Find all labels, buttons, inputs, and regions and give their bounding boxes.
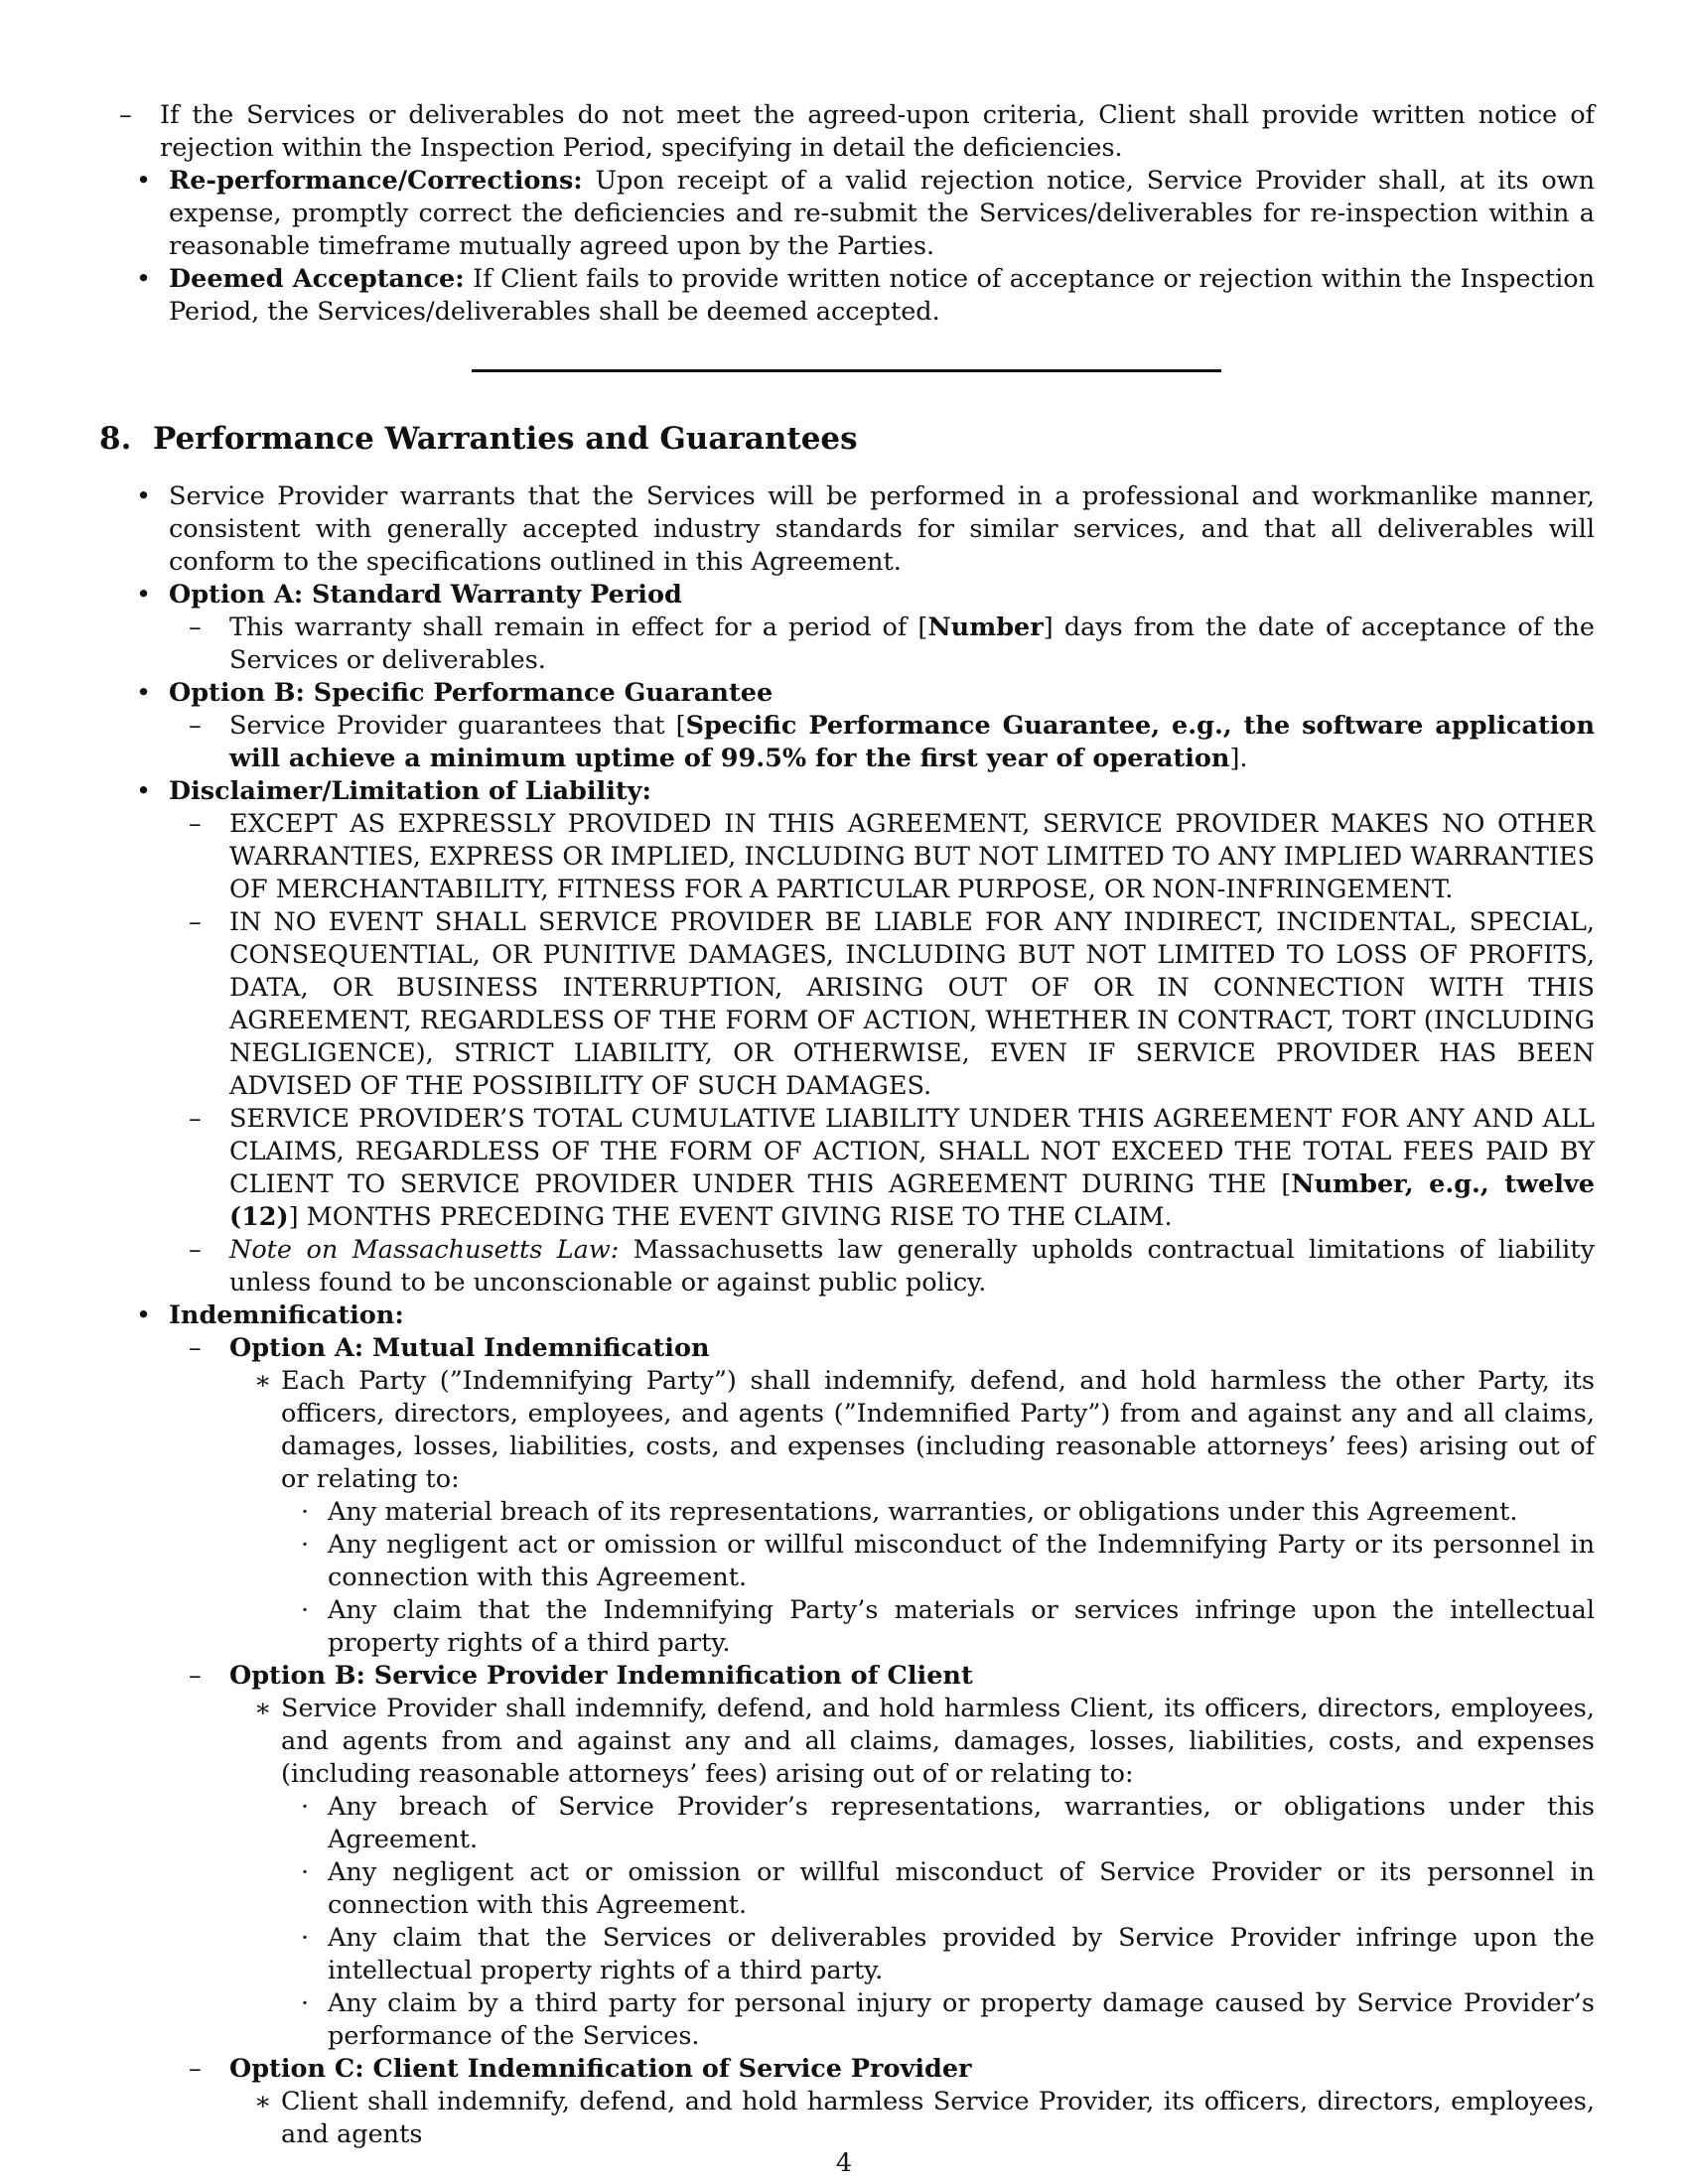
bullet-list <box>99 165 1595 329</box>
list-item <box>99 775 1595 1299</box>
dash-marker: – <box>189 809 202 839</box>
list-item: · Any claim that the Indemnifying Party’s materials or services infringe upon the intellectual property rights of a third party. <box>301 1595 1595 1658</box>
list-item: – EXCEPT AS EXPRESSLY PROVIDED IN THIS AGREEMENT, SERVICE PROVIDER MAKES NO OTHER WARRANTIES, EXPRESS OR IMPLIED, INCLUDING BUT NOT LIMITED TO ANY IMPLIED WARRANTIES OF MERCHANTABILITY, FITNESS FOR A PARTICULAR PURPOSE, OR NON-INFRINGEMENT. <box>189 809 1595 904</box>
dot-marker: · <box>301 1857 310 1887</box>
bullet-marker: • <box>136 776 152 806</box>
sublist <box>229 2086 1595 2151</box>
section-body <box>99 480 1595 2151</box>
list-item: – Service Provider guarantees that [Specific Performance Guarantee, e.g., the software application will achieve a minimum uptime of 99.5% for the first year of operation]. <box>189 711 1595 773</box>
bullet-marker: • <box>136 1300 152 1330</box>
dash-marker: – <box>189 1235 202 1265</box>
sublist <box>99 99 1595 165</box>
option-b-title: Option B: Specific Performance Guarantee <box>169 678 774 708</box>
bullet-marker: • <box>136 580 152 610</box>
list-item <box>169 2053 1595 2151</box>
list-item <box>99 1299 1595 2151</box>
dash-marker: – <box>119 100 132 130</box>
sublist <box>281 1496 1595 1660</box>
list-item <box>99 677 1595 775</box>
asterisk-marker: ∗ <box>254 2087 272 2116</box>
list-item: • Service Provider warrants that the Services will be performed in a professional and workmanlike manner, consistent with generally accepted industry standards for similar services, and that all deliverables will conform to the specifications outlined in this Agreement. <box>136 481 1595 577</box>
list-item: • Re-performance/Corrections: Upon receipt of a valid rejection notice, Service Provider shall, at its own expense, promptly correct the deficiencies and re-submit the Services/deliverables for re-inspection within a reasonable timeframe mutually agreed upon by the Parties. <box>136 166 1595 261</box>
list-item: · Any claim by a third party for personal injury or property damage caused by Service Provider’s performance of the Services. <box>301 1988 1595 2051</box>
section-title: Performance Warranties and Guarantees <box>152 421 858 457</box>
list-item: – Note on Massachusetts Law: Massachusetts law generally upholds contractual limitations of liability unless found to be unconscionable or against public policy. <box>189 1235 1595 1297</box>
list-item: · Any breach of Service Provider’s representations, warranties, or obligations under this Agreement. <box>301 1792 1595 1854</box>
list-item: ∗ Service Provider shall indemnify, defend, and hold harmless Client, its officers, directors, employees, and agents from and against any and all claims, damages, losses, liabilities, costs, and expenses (including reasonable attorneys’ fees) arising out of or relating to: · Any breach of Service Provider’s representations, warranties, or obligations under this Agreement. · Any negligent act or omission or willful misconduct of Service Provider or its personnel in connection with this Agreement. · Any claim that the Services or deliverables provided by Service Provider infringe upon the intellectual property rights of a third party. · Any claim by a third party for personal injury or property damage caused by Service Provider’s performance of the Services. <box>254 1694 1595 2051</box>
list-item: · Any negligent act or omission or willful misconduct of the Indemnifying Party or its personnel in connection with this Agreement. <box>301 1530 1595 1592</box>
dash-marker: – <box>189 2054 202 2084</box>
sublist <box>229 1693 1595 2053</box>
dash-marker: – <box>189 613 202 642</box>
bullet-marker: • <box>136 678 152 708</box>
sublist <box>229 1365 1595 1660</box>
list-item: – IN NO EVENT SHALL SERVICE PROVIDER BE LIABLE FOR ANY INDIRECT, INCIDENTAL, SPECIAL, CONSEQUENTIAL, OR PUNITIVE DAMAGES, INCLUDING BUT NOT LIMITED TO LOSS OF PROFITS, DATA, OR BUSINESS INTERRUPTION, ARISING OUT OF OR IN CONNECTION WITH THIS AGREEMENT, REGARDLESS OF THE FORM OF ACTION, WHETHER IN CONTRACT, TORT (INCLUDING NEGLIGENCE), STRICT LIABILITY, OR OTHERWISE, EVEN IF SERVICE PROVIDER HAS BEEN ADVISED OF THE POSSIBILITY OF SUCH DAMAGES. <box>189 907 1595 1101</box>
list-item: · Any negligent act or omission or willful misconduct of Service Provider or its personnel in connection with this Agreement. <box>301 1857 1595 1920</box>
list-item: – SERVICE PROVIDER’S TOTAL CUMULATIVE LIABILITY UNDER THIS AGREEMENT FOR ANY AND ALL CLAIMS, REGARDLESS OF THE FORM OF ACTION, SHALL NOT EXCEED THE TOTAL FEES PAID BY CLIENT TO SERVICE PROVIDER UNDER THIS AGREEMENT DURING THE [Number, e.g., twelve (12)] MONTHS PRECEDING THE EVENT GIVING RISE TO THE CLAIM. <box>189 1104 1595 1232</box>
reperformance-label: Re-performance/Corrections: <box>169 166 583 196</box>
note-label: Note on Massachusetts Law: <box>229 1235 620 1265</box>
list-item: – If the Services or deliverables do not meet the agreed-upon criteria, Client shall provide written notice of rejection within the Inspection Period, specifying in detail the deficiencies. <box>119 100 1595 163</box>
bullet-marker: • <box>136 166 152 196</box>
dot-marker: · <box>301 1923 310 1953</box>
section-divider <box>472 369 1221 372</box>
indemnification-option-b-title: Option B: Service Provider Indemnification of Client <box>229 1661 973 1691</box>
list-item: • Deemed Acceptance: If Client fails to provide written notice of acceptance or rejection within the Inspection Period, the Services/deliverables shall be deemed accepted. <box>136 264 1596 327</box>
sublist <box>169 808 1595 1299</box>
section-number: 8. <box>99 421 132 457</box>
list-item <box>99 579 1595 677</box>
asterisk-marker: ∗ <box>254 1366 272 1396</box>
sublist <box>169 710 1595 775</box>
dot-marker: · <box>301 1595 310 1625</box>
bullet-list <box>99 480 1595 2151</box>
deemed-acceptance-label: Deemed Acceptance: <box>169 264 465 294</box>
dash-marker: – <box>189 1661 202 1691</box>
list-item: · Any material breach of its representations, warranties, or obligations under this Agreement. <box>301 1497 1518 1527</box>
asterisk-marker: ∗ <box>254 1694 272 1723</box>
option-a-title: Option A: Standard Warranty Period <box>169 580 682 610</box>
dot-marker: · <box>301 1530 310 1560</box>
list-item <box>169 1660 1595 2053</box>
dot-marker: · <box>301 1792 310 1822</box>
dot-marker: · <box>301 1497 310 1527</box>
list-item <box>169 1332 1595 1660</box>
previous-section-continuation <box>99 99 1595 329</box>
page-number: 4 <box>835 2148 853 2178</box>
indemnification-option-c-title: Option C: Client Indemnification of Service Provider <box>229 2054 972 2084</box>
bullet-marker: • <box>136 481 152 511</box>
dash-marker: – <box>189 1333 202 1363</box>
bullet-marker: • <box>136 264 152 294</box>
dash-marker: – <box>189 711 202 741</box>
sublist <box>169 1332 1595 2151</box>
dash-marker: – <box>189 907 202 937</box>
list-item: · Any claim that the Services or deliverables provided by Service Provider infringe upon the intellectual property rights of a third party. <box>301 1923 1595 1985</box>
list-item: ∗ Client shall indemnify, defend, and hold harmless Service Provider, its officers, directors, employees, and agents <box>254 2087 1595 2149</box>
disclaimer-title: Disclaimer/Limitation of Liability: <box>169 776 651 806</box>
section-heading <box>99 419 858 459</box>
list-item: – This warranty shall remain in effect for a period of [Number] days from the date of acceptance of the Services or deliverables. <box>189 613 1595 675</box>
dot-marker: · <box>301 1988 310 2018</box>
sublist <box>169 612 1595 677</box>
dash-marker: – <box>189 1104 202 1134</box>
indemnification-title: Indemnification: <box>169 1300 404 1330</box>
sublist <box>281 1791 1595 2053</box>
indemnification-option-a-title: Option A: Mutual Indemnification <box>229 1333 710 1363</box>
list-item: ∗ Each Party (”Indemnifying Party”) shall indemnify, defend, and hold harmless the other Party, its officers, directors, employees, and agents (”Indemnified Party”) from and against any and all claims, damages, losses, liabilities, costs, and expenses (including reasonable attorneys’ fees) arising out of or relating to: · Any material breach of its representations, warranties, or obligations under this Agreement. · Any negligent act or omission or willful misconduct of the Indemnifying Party or its personnel in connection with this Agreement. · Any claim that the Indemnifying Party’s materials or services infringe upon the intellectual property rights of a third party. <box>254 1366 1595 1658</box>
